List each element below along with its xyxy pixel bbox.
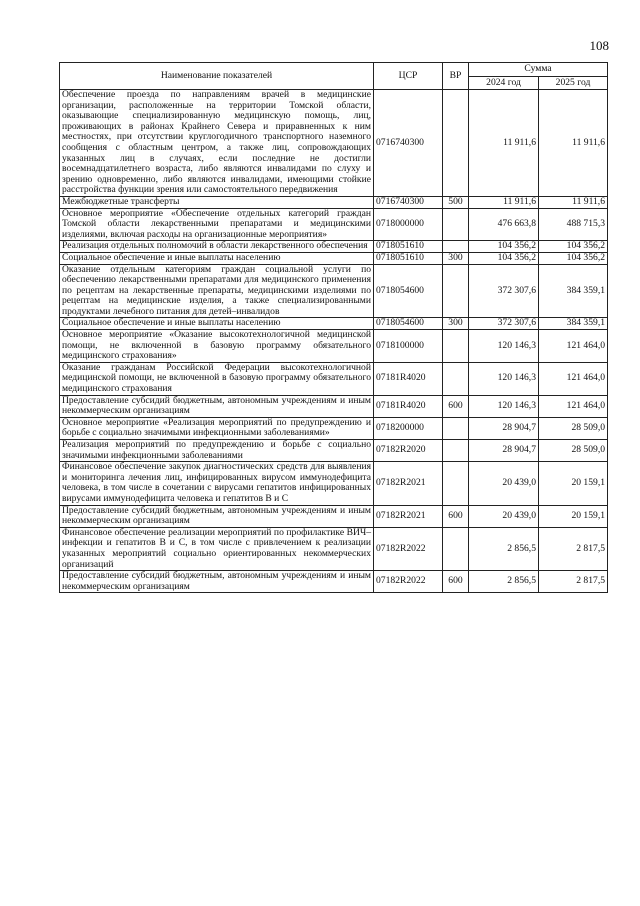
header-name: Наименование показателей xyxy=(60,63,374,90)
header-sum: Сумма xyxy=(469,63,608,77)
row-value-2024: 2 856,5 xyxy=(469,571,539,593)
table-row xyxy=(60,318,608,330)
row-name: Оказание гражданам Российской Федерации высокотехнологичной медицинской помощи, не включенной в базовую программу обязательного медицинского страхования xyxy=(60,362,374,395)
row-csr: 07182R2021 xyxy=(374,462,443,505)
row-vr xyxy=(443,462,469,505)
row-csr: 0718051610 xyxy=(374,241,443,253)
table-row xyxy=(60,571,608,593)
row-value-2025: 121 464,0 xyxy=(539,395,608,417)
row-value-2024: 372 307,6 xyxy=(469,318,539,330)
row-value-2025: 20 159,1 xyxy=(539,462,608,505)
row-name: Социальное обеспечение и иные выплаты населению xyxy=(60,318,374,330)
row-vr xyxy=(443,417,469,439)
row-value-2025: 11 911,6 xyxy=(539,196,608,208)
row-vr: 500 xyxy=(443,196,469,208)
row-vr: 300 xyxy=(443,318,469,330)
table-row xyxy=(60,90,608,197)
table-row xyxy=(60,462,608,505)
row-value-2024: 120 146,3 xyxy=(469,395,539,417)
table-row xyxy=(60,362,608,395)
row-csr: 07182R2022 xyxy=(374,527,443,570)
row-csr: 0716740300 xyxy=(374,196,443,208)
row-csr: 07182R2021 xyxy=(374,505,443,527)
table-row xyxy=(60,417,608,439)
row-name: Обеспечение проезда по направлениям врачей в медицинские организации, расположенные на территории Томской области, оказывающие специализированную медицинскую помощь, лиц, проживающих в районах Крайнего Севера и приравненных к ним местностях, при отсутствии круглогодичного транспортного наземного сообщения с областным центром, а также лиц, сопровождающих указанных лиц в случаях, если последние не достигли восемнадцатилетнего возраста, либо являются инвалидами по слуху и зрению одновременно, либо являются инвалидами, имеющими стойкие расстройства функции зрения или самостоятельного передвижения xyxy=(60,90,374,197)
row-value-2025: 384 359,1 xyxy=(539,264,608,318)
row-value-2025: 121 464,0 xyxy=(539,362,608,395)
row-name: Межбюджетные трансферты xyxy=(60,196,374,208)
row-value-2025: 2 817,5 xyxy=(539,571,608,593)
row-name: Социальное обеспечение и иные выплаты населению xyxy=(60,252,374,264)
row-value-2024: 120 146,3 xyxy=(469,362,539,395)
row-value-2024: 104 356,2 xyxy=(469,241,539,253)
row-csr: 0716740300 xyxy=(374,90,443,197)
row-csr: 0718200000 xyxy=(374,417,443,439)
row-value-2025: 104 356,2 xyxy=(539,252,608,264)
row-value-2025: 384 359,1 xyxy=(539,318,608,330)
row-value-2025: 2 817,5 xyxy=(539,527,608,570)
row-vr xyxy=(443,264,469,318)
row-value-2025: 121 464,0 xyxy=(539,330,608,363)
row-csr: 07182R2022 xyxy=(374,571,443,593)
header-year-2024: 2024 год xyxy=(469,77,539,90)
row-csr: 0718051610 xyxy=(374,252,443,264)
row-vr xyxy=(443,440,469,462)
row-vr xyxy=(443,527,469,570)
row-name: Основное мероприятие «Реализация мероприятий по предупреждению и борьбе с социально значимыми инфекционными заболеваниями» xyxy=(60,417,374,439)
row-csr: 0718054600 xyxy=(374,318,443,330)
row-value-2024: 120 146,3 xyxy=(469,330,539,363)
row-value-2024: 11 911,6 xyxy=(469,196,539,208)
row-csr: 07181R4020 xyxy=(374,362,443,395)
row-value-2025: 104 356,2 xyxy=(539,241,608,253)
table-row xyxy=(60,252,608,264)
row-value-2025: 11 911,6 xyxy=(539,90,608,197)
row-name: Предоставление субсидий бюджетным, автономным учреждениям и иным некоммерческим организациям xyxy=(60,571,374,593)
row-name: Основное мероприятие «Оказание высокотехнологичной медицинской помощи, не включенной в базовую программу обязательного медицинского страхования» xyxy=(60,330,374,363)
row-csr: 07182R2020 xyxy=(374,440,443,462)
table-row xyxy=(60,241,608,253)
row-value-2024: 104 356,2 xyxy=(469,252,539,264)
row-value-2024: 28 904,7 xyxy=(469,440,539,462)
header-year-2025: 2025 год xyxy=(539,77,608,90)
header-csr: ЦСР xyxy=(374,63,443,90)
row-value-2024: 2 856,5 xyxy=(469,527,539,570)
row-value-2025: 28 509,0 xyxy=(539,417,608,439)
table-row xyxy=(60,527,608,570)
row-name: Предоставление субсидий бюджетным, автономным учреждениям и иным некоммерческим организациям xyxy=(60,395,374,417)
row-vr: 600 xyxy=(443,395,469,417)
row-name: Предоставление субсидий бюджетным, автономным учреждениям и иным некоммерческим организациям xyxy=(60,505,374,527)
table-row xyxy=(60,505,608,527)
row-value-2024: 20 439,0 xyxy=(469,462,539,505)
row-value-2025: 28 509,0 xyxy=(539,440,608,462)
row-name: Реализация отдельных полномочий в области лекарственного обеспечения xyxy=(60,241,374,253)
table-body xyxy=(60,90,608,593)
header-vr: ВР xyxy=(443,63,469,90)
row-value-2025: 488 715,3 xyxy=(539,208,608,241)
table-row xyxy=(60,196,608,208)
row-vr xyxy=(443,241,469,253)
row-name: Реализация мероприятий по предупреждению и борьбе с социально значимыми инфекционными заболеваниями xyxy=(60,440,374,462)
table-row xyxy=(60,208,608,241)
table-row xyxy=(60,440,608,462)
row-name: Основное мероприятие «Обеспечение отдельных категорий граждан Томской области лекарственными препаратами и медицинскими изделиями, включая расходы на организационные мероприятия» xyxy=(60,208,374,241)
table-row xyxy=(60,395,608,417)
row-vr xyxy=(443,362,469,395)
page-number: 108 xyxy=(589,38,609,53)
row-vr xyxy=(443,208,469,241)
row-name: Оказание отдельным категориям граждан социальной услуги по обеспечению лекарственными препаратами для медицинского применения по рецептам на лекарственные препараты, медицинскими изделиями по рецептам на медицинские изделия, а также специализированными продуктами лечебного питания для детей–инвалидов xyxy=(60,264,374,318)
row-value-2024: 20 439,0 xyxy=(469,505,539,527)
row-vr: 600 xyxy=(443,505,469,527)
row-vr: 300 xyxy=(443,252,469,264)
budget-table xyxy=(59,62,608,593)
table-row xyxy=(60,264,608,318)
row-vr xyxy=(443,90,469,197)
row-value-2025: 20 159,1 xyxy=(539,505,608,527)
row-csr: 0718000000 xyxy=(374,208,443,241)
row-name: Финансовое обеспечение закупок диагностических средств для выявления и мониторинга лечения лиц, инфицированных вирусом иммунодефицита человека, в том числе в сочетании с вирусами гепатитов инфицированных вирусами иммунодефицита человека и гепатитов B и C xyxy=(60,462,374,505)
row-csr: 0718054600 xyxy=(374,264,443,318)
row-vr xyxy=(443,330,469,363)
row-csr: 0718100000 xyxy=(374,330,443,363)
row-value-2024: 476 663,8 xyxy=(469,208,539,241)
row-vr: 600 xyxy=(443,571,469,593)
table-row xyxy=(60,330,608,363)
row-name: Финансовое обеспечение реализации мероприятий по профилактике ВИЧ–инфекции и гепатитов B и C, в том числе с привлечением к реализации указанных мероприятий социально ориентированных некоммерческих организаций xyxy=(60,527,374,570)
row-csr: 07181R4020 xyxy=(374,395,443,417)
row-value-2024: 28 904,7 xyxy=(469,417,539,439)
row-value-2024: 372 307,6 xyxy=(469,264,539,318)
row-value-2024: 11 911,6 xyxy=(469,90,539,197)
